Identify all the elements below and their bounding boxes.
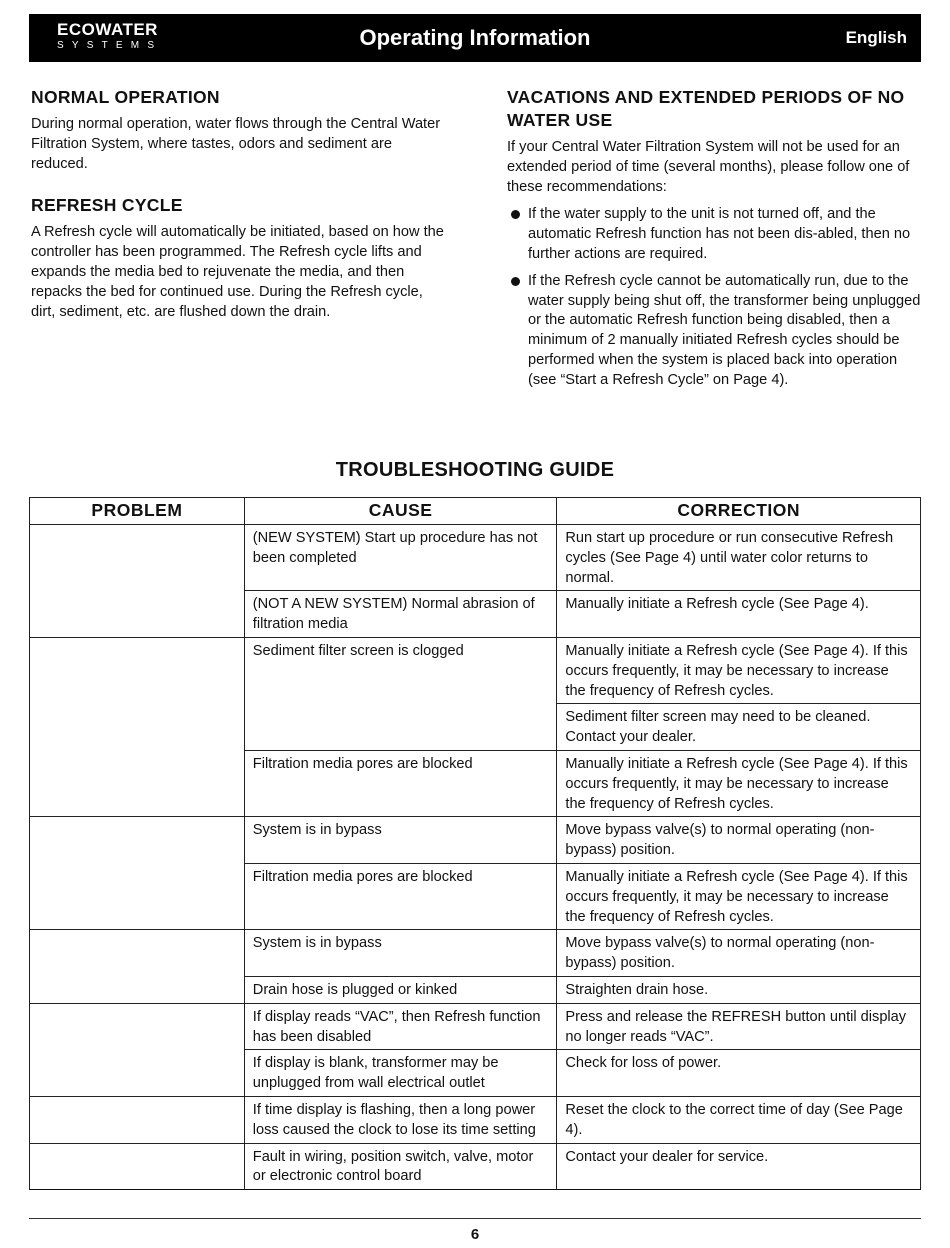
correction-cell: Straighten drain hose. xyxy=(557,976,921,1003)
cause-cell: System is in bypass xyxy=(244,817,557,864)
bullet-text: If the water supply to the unit is not turned off, and the automatic Refresh function has not been dis-abled, then no further actions are required. xyxy=(528,206,911,262)
problem-cell xyxy=(30,1096,245,1143)
list-item xyxy=(507,205,921,264)
cause-cell: Fault in wiring, position switch, valve, motor or electronic control board xyxy=(244,1143,557,1190)
table-row xyxy=(30,930,921,977)
correction-cell: Contact your dealer for service. xyxy=(557,1143,921,1190)
problem-cell xyxy=(30,1003,245,1096)
table-row xyxy=(30,817,921,864)
problem-column-header: PROBLEM xyxy=(30,498,245,525)
cause-cell: Filtration media pores are blocked xyxy=(244,863,557,929)
correction-cell: Run start up procedure or run consecutive Refresh cycles (See Page 4) until water color returns to normal. xyxy=(557,525,921,591)
troubleshooting-table xyxy=(29,497,921,1190)
cause-cell: Sediment filter screen is clogged xyxy=(244,637,557,750)
right-column xyxy=(507,86,921,398)
cause-cell: Filtration media pores are blocked xyxy=(244,750,557,816)
correction-column-header: CORRECTION xyxy=(557,498,921,525)
vacations-intro: If your Central Water Filtration System will not be used for an extended period of time (several months), please follow one of these recommendations: xyxy=(507,139,910,195)
table-row xyxy=(30,1143,921,1190)
left-column xyxy=(31,86,449,322)
list-item xyxy=(507,272,921,391)
cause-cell: (NEW SYSTEM) Start up procedure has not been completed xyxy=(244,525,557,591)
correction-cell: Check for loss of power. xyxy=(557,1050,921,1097)
correction-cell: Manually initiate a Refresh cycle (See Page 4). xyxy=(557,591,921,638)
problem-cell xyxy=(30,525,245,638)
cause-cell: If display is blank, transformer may be unplugged from wall electrical outlet xyxy=(244,1050,557,1097)
vacations-bullet-list xyxy=(507,205,921,390)
problem-cell xyxy=(30,637,245,816)
page-number: 6 xyxy=(470,1226,480,1243)
correction-cell: Press and release the REFRESH button until display no longer reads “VAC”. xyxy=(557,1003,921,1050)
correction-cell: Manually initiate a Refresh cycle (See Page 4). If this occurs frequently, it may be necessary to increase the frequency of Refresh cycles. xyxy=(557,637,921,703)
correction-cell: Move bypass valve(s) to normal operating (non-bypass) position. xyxy=(557,817,921,864)
problem-cell xyxy=(30,930,245,1003)
correction-cell: Manually initiate a Refresh cycle (See Page 4). If this occurs frequently, it may be necessary to increase the frequency of Refresh cycles. xyxy=(557,750,921,816)
vacations-heading: VACATIONS AND EXTENDED PERIODS OF NO WATER USE xyxy=(507,87,905,130)
table-row xyxy=(30,1003,921,1050)
refresh-cycle-body: A Refresh cycle will automatically be initiated, based on how the controller has been programmed. The Refresh cycle lifts and expands the media bed to rejuvenate the media, and then repacks the bed for continued use. During the Refresh cycle, dirt, sediment, etc. are flushed down the drain. xyxy=(31,224,444,320)
footer-divider xyxy=(29,1218,921,1219)
cause-cell: Drain hose is plugged or kinked xyxy=(244,976,557,1003)
correction-cell: Reset the clock to the correct time of day (See Page 4). xyxy=(557,1096,921,1143)
cause-cell: If time display is flashing, then a long power loss caused the clock to lose its time setting xyxy=(244,1096,557,1143)
page-title: Operating Information xyxy=(359,25,591,50)
refresh-cycle-heading: REFRESH CYCLE xyxy=(31,195,183,216)
table-row xyxy=(30,1096,921,1143)
table-row xyxy=(30,525,921,591)
problem-cell xyxy=(30,817,245,930)
troubleshooting-title: TROUBLESHOOTING GUIDE xyxy=(335,459,615,481)
correction-cell: Sediment filter screen may need to be cleaned. Contact your dealer. xyxy=(557,704,921,751)
bullet-icon xyxy=(511,210,520,219)
cause-cell: If display reads “VAC”, then Refresh function has been disabled xyxy=(244,1003,557,1050)
logo-wordmark: ECOWATER xyxy=(57,20,158,39)
cause-column-header: CAUSE xyxy=(244,498,557,525)
table-header-row xyxy=(30,498,921,525)
cause-cell: System is in bypass xyxy=(244,930,557,977)
correction-cell: Manually initiate a Refresh cycle (See Page 4). If this occurs frequently, it may be necessary to increase the frequency of Refresh cycles. xyxy=(557,863,921,929)
bullet-icon xyxy=(511,277,520,286)
language-label: English xyxy=(845,28,907,47)
bullet-text: If the Refresh cycle cannot be automatically run, due to the water supply being shut off, the transformer being unplugged or the automatic Refresh function being disabled, then a minimum of 2 manually initiated Refresh cycles should be performed when the system is placed back into operation (see “Start a Refresh Cycle” on Page 4). xyxy=(528,272,921,388)
problem-cell xyxy=(30,1143,245,1190)
cause-cell: (NOT A NEW SYSTEM) Normal abrasion of filtration media xyxy=(244,591,557,638)
correction-cell: Move bypass valve(s) to normal operating (non-bypass) position. xyxy=(557,930,921,977)
normal-operation-body: During normal operation, water flows through the Central Water Filtration System, where tastes, odors and sediment are reduced. xyxy=(31,116,441,172)
table-row xyxy=(30,637,921,703)
normal-operation-heading: NORMAL OPERATION xyxy=(31,87,220,107)
page-header xyxy=(29,14,921,62)
logo-subtitle: SYSTEMS xyxy=(57,40,163,51)
